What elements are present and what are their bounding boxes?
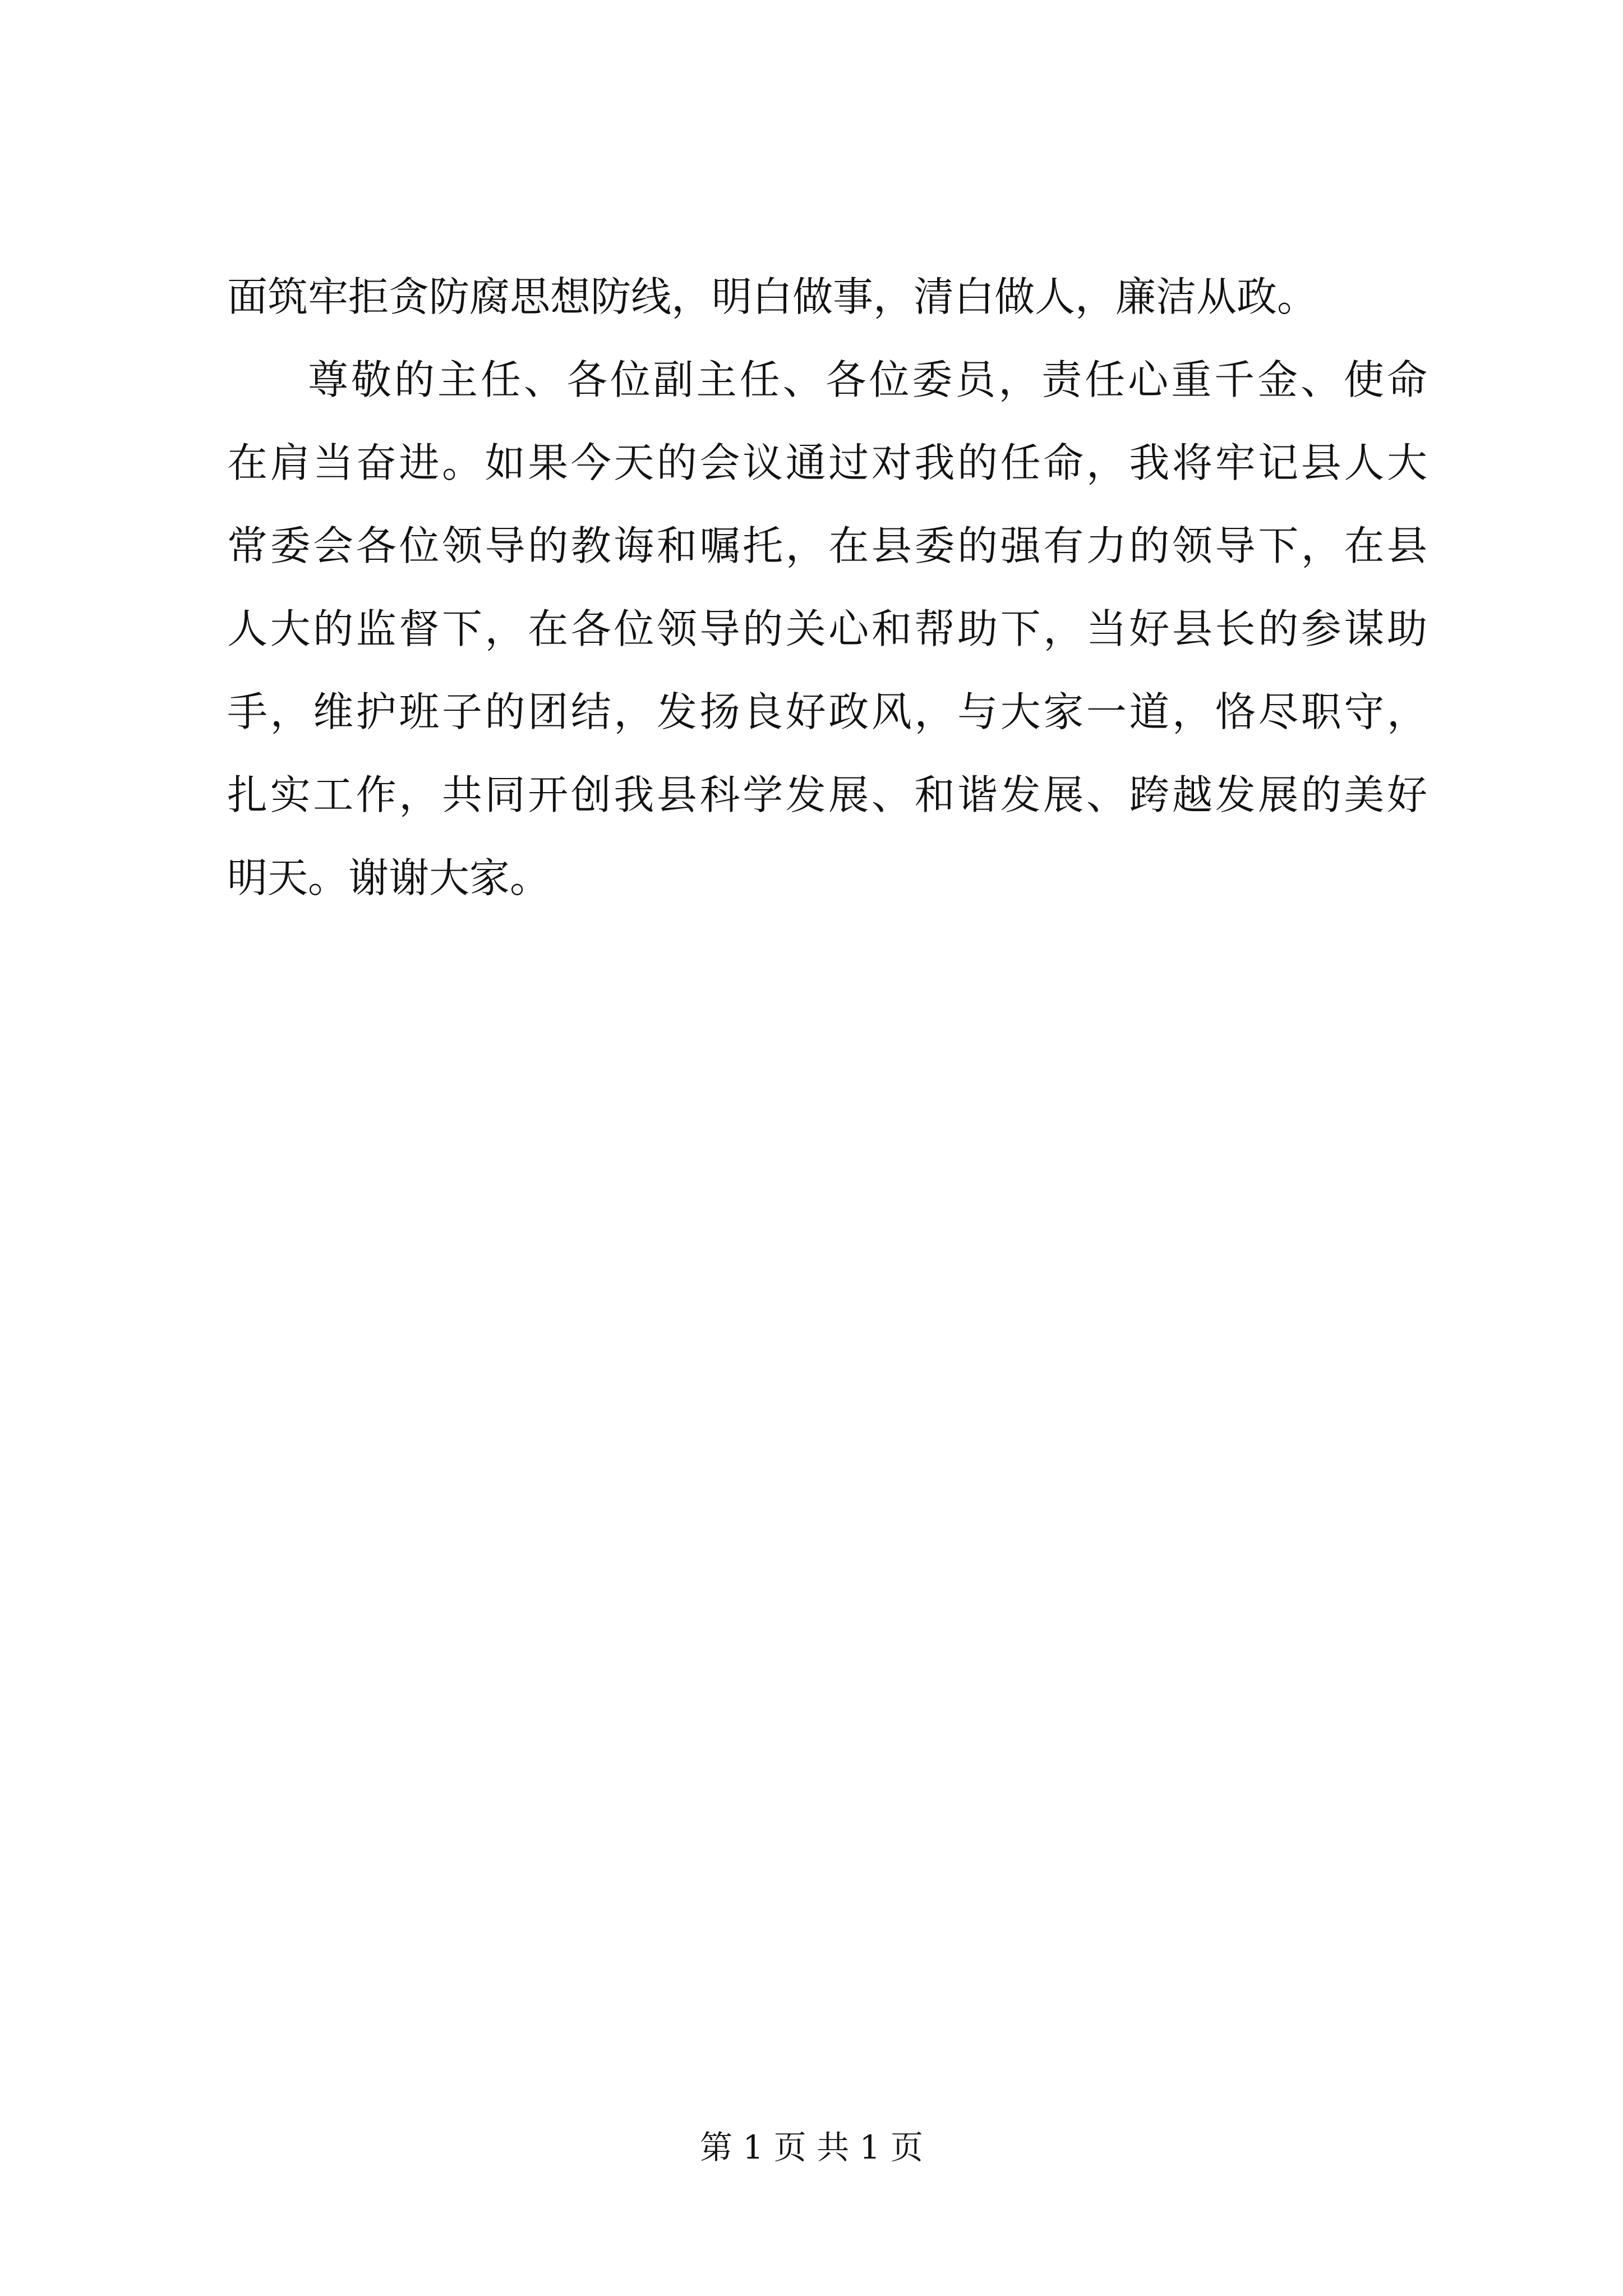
paragraph-line-2: 尊敬的主任、各位副主任、各位委员，责任心重千金、使命 bbox=[308, 356, 1427, 403]
paragraph-line-4: 常委会各位领导的教诲和嘱托，在县委的强有力的领导下，在县 bbox=[227, 522, 1427, 569]
paragraph-line-5: 人大的监督下，在各位领导的关心和帮助下，当好县长的参谋助 bbox=[227, 605, 1427, 652]
paragraph-line-1: 面筑牢拒贪防腐思想防线，明白做事，清白做人，廉洁从政。 bbox=[227, 273, 1318, 320]
paragraph-line-6: 手，维护班子的团结，发扬良好政风，与大家一道，恪尽职守， bbox=[227, 688, 1427, 735]
paragraph-line-8: 明天。谢谢大家。 bbox=[227, 854, 551, 901]
paragraph-line-7: 扎实工作，共同开创我县科学发展、和谐发展、跨越发展的美好 bbox=[227, 771, 1427, 818]
paragraph-line-3: 在肩当奋进。如果今天的会议通过对我的任命，我将牢记县人大 bbox=[227, 439, 1427, 486]
page-footer: 第 1 页 共 1 页 bbox=[700, 2128, 923, 2166]
document-body bbox=[227, 255, 1427, 919]
